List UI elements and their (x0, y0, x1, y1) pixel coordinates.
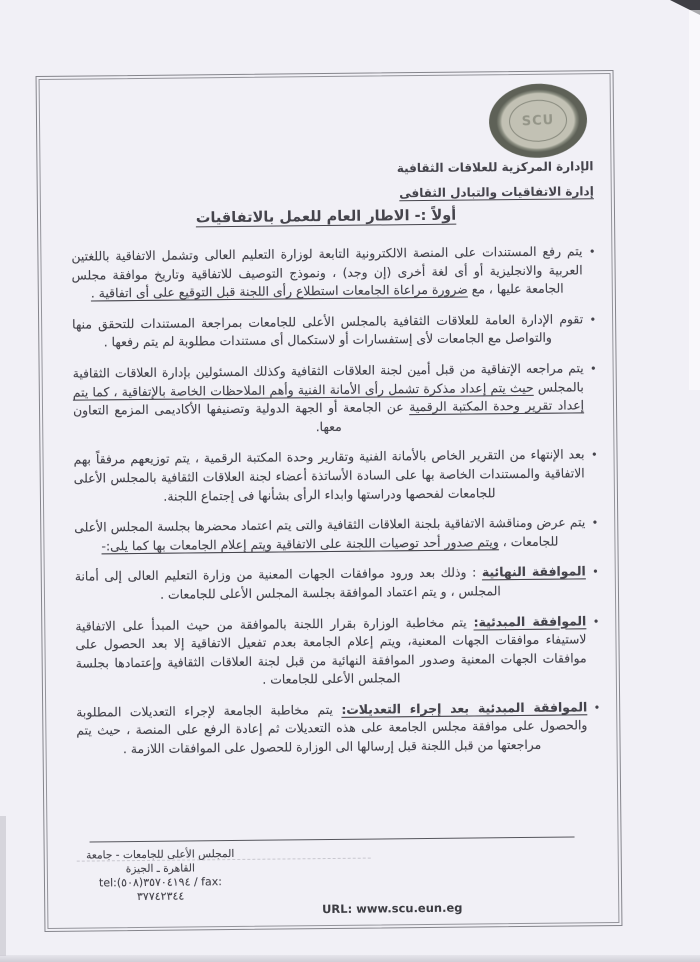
bullet-icon: • (592, 565, 599, 579)
text-segment: يتم مخاطبة الوزارة بقرار اللجنة بالموافقة من حيث المبدأ على الاتفاقية لاستيفاء موافقات الجهات المعنية، ويتم إعلام الجامعة بعدم تفعيل الاتفاقية إلا بعد الحصول على موافقات الجهات المعنية وصدور الموافقة النهائية من قبل لجنة العلاقات الثقافية وإعتمادها بجلسة المجلس الأعلى للجامعات . (75, 613, 587, 687)
scu-seal-icon (487, 82, 588, 160)
footer-url: URL: www.scu.eun.eg (321, 900, 463, 917)
seal-label: SCU (521, 112, 555, 130)
text-segment: ويتم صدور أحد توصيات اللجنة على الاتفاقية ويتم إعلام الجامعات بها كما يلى:- (101, 533, 499, 554)
bullet-icon: • (589, 312, 597, 327)
bullet-icon: • (590, 362, 597, 376)
org-department: إدارة الاتفاقيات والتبادل الثقافى (399, 184, 594, 201)
list-item (74, 513, 599, 556)
text-segment: يتم مخاطبة الجامعة لإجراء التعديلات المطلوبة والحصول على موافقة مجلس الجامعة على هذه التعديلات ثم إعادة الرفع على المنصة ، حيث يتم مراجعتها من قبل اللجنة قبل إرسالها الى الوزارة للحصول على الموافقات اللازمة . (76, 701, 588, 757)
bullet-text (73, 447, 584, 504)
bullet-icon: • (590, 448, 598, 462)
text-segment: : وذلك بعد ورود موافقات الجهات المعنية من وزارة التعليم العالى إلى أمانة المجلس ، و يتم اعتماد الموافقة بجلسة المجلس الأعلى للجامعات . (74, 564, 501, 602)
tel-fax-line: tel:٣٥٧٠٤١٩٤(٥٠٨) / fax: ٣٧٧٤٢٣٤٤ (98, 875, 223, 904)
bullet-text (74, 514, 585, 553)
list-item (76, 698, 601, 759)
list-item (72, 310, 597, 353)
text-segment: حيث يتم إعداد مذكرة تشمل رأى الأمانة الفنية وأهم الملاحظات الخاصة بالإتفاقية ، كما يتم إعداد تقرير وحدة المكتبة الرقمية (72, 379, 585, 415)
text-segment: بعد الإنتهاء من التقرير الخاص بالأمانة الفنية وتقارير وحدة المكتبة الرقمية ، يتم توزيعهم مرفقاً بهم الاتفاقية والمستندات الخاصة بها على السادة الأساتذة أعضاء لجنة العلاقات الثقافية بالمجلس الأعلى للجامعات لفحصها ودراستها وابداء الرأى بشأنها فى إجتماع اللجنة. (73, 446, 585, 504)
footer-divider (90, 836, 575, 842)
text-segment: يتم عرض ومناقشة الاتفاقية بلجنة العلاقات الثقافية والتى يتم اعتماد محضرها بجلسة المجلس الأعلى للجامعات ، (74, 514, 586, 549)
bullet-icon: • (588, 245, 596, 259)
org-name: الإدارة المركزية للعلاقات الثقافية (396, 159, 594, 176)
bullet-icon: • (592, 614, 600, 628)
seal-inner-ring (508, 98, 568, 143)
text-segment: يتم رفع المستندات على المنصة الالكترونية التابعة لوزارة التعليم العالى وتشمل الاتفاقية باللغتين العربية والانجليزية أو أى لغة أخرى (إن وجد) ، ونموذج التوصيف للاتفاقية وتاريخ موافقة مجلس الجامعة عليها ، مع (71, 243, 583, 297)
paper-edge-right (689, 10, 700, 390)
bullet-text (75, 613, 587, 687)
document-frame (36, 70, 623, 932)
footer-address (78, 847, 244, 905)
bullet-text (72, 311, 583, 350)
paper-edge-bottom (0, 955, 700, 962)
bullet-text (73, 360, 585, 434)
bullet-text (76, 699, 587, 756)
list-item (72, 359, 597, 439)
bullet-text (75, 564, 586, 602)
list-item (71, 242, 596, 303)
bullet-text (71, 243, 582, 300)
list-item (73, 446, 598, 507)
list-item (75, 612, 600, 692)
text-segment: يتم مراجعه الإتفاقية من قبل أمين لجنة العلاقات الثقافية وكذلك المسئولين بإدارة العلاقات الثقافية بالمجلس (72, 360, 584, 395)
address-line: المجلس الأعلى للجامعات - جامعة القاهرة ـ الجيزة (86, 848, 235, 876)
text-segment: ضرورة مراعاة الجامعات استطلاع رأى اللجنة قبل التوقيع على أى اتفاقية . (90, 281, 468, 301)
text-segment: الموافقة النهائية (481, 563, 586, 580)
paper-edge-left (0, 816, 6, 956)
text-segment: الموافقة المبدئية بعد إجراء التعديلات: (341, 699, 588, 717)
bullet-icon: • (593, 701, 601, 715)
bullet-list (71, 242, 601, 771)
text-segment: تقوم الإدارة العامة للعلاقات الثقافية بالمجلس الأعلى للجامعات بمراجعة المستندات للتحقق منها والتواصل مع الجامعات لأى إستفسارات أو لاستكمال أى مستندات مطلوبة لم يتم رفعها . (72, 311, 584, 350)
list-item (74, 563, 599, 606)
page-title: أولاً :- الاطار العام للعمل بالاتفاقيات (195, 207, 457, 227)
text-segment: عن الجامعة أو الجهة الدولية وتصنيفها الأكاديمى المزمع التعاون معها. (72, 399, 410, 434)
bullet-icon: • (591, 516, 599, 530)
text-segment: الموافقة المبدئية: (473, 612, 587, 629)
